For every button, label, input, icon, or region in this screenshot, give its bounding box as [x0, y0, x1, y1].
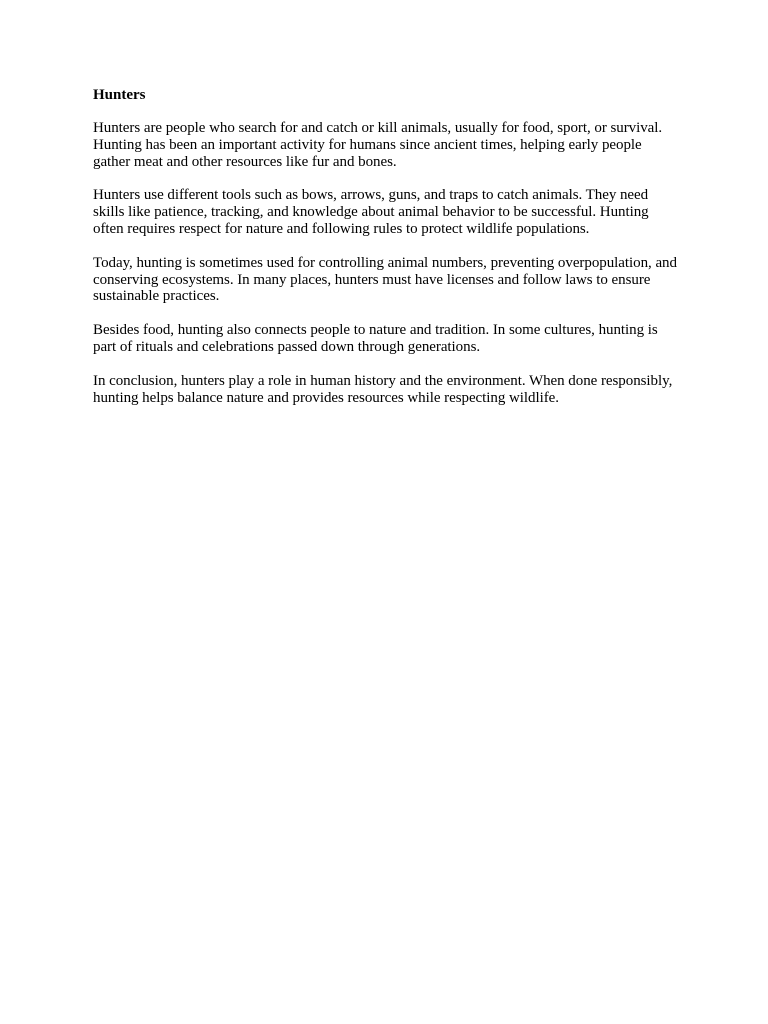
paragraph-culture-tradition: Besides food, hunting also connects people to nature and tradition. In some cultures, hunting is part of rituals and celebrations passed down through generations. — [93, 322, 658, 355]
document-body — [93, 87, 678, 423]
paragraph-intro: Hunters are people who search for and catch or kill animals, usually for food, sport, or survival. Hunting has been an important activity for humans since ancient times, helping early people gather meat and other resources like fur and bones. — [93, 120, 663, 170]
document-title: Hunters — [93, 87, 146, 103]
paragraph-conclusion: In conclusion, hunters play a role in human history and the environment. When done responsibly, hunting helps balance nature and provides resources while respecting wildlife. — [93, 372, 673, 406]
paragraph-tools-skills: Hunters use different tools such as bows, arrows, guns, and traps to catch animals. They need skills like patience, tracking, and knowledge about animal behavior to be successful. Hunting often requires respect for nature and following rules to protect wildlife populations. — [93, 187, 649, 237]
paragraph-modern-hunting: Today, hunting is sometimes used for controlling animal numbers, preventing overpopulation, and conserving ecosystems. In many places, hunters must have licenses and follow laws to ensure sustainable practices. — [93, 254, 677, 305]
